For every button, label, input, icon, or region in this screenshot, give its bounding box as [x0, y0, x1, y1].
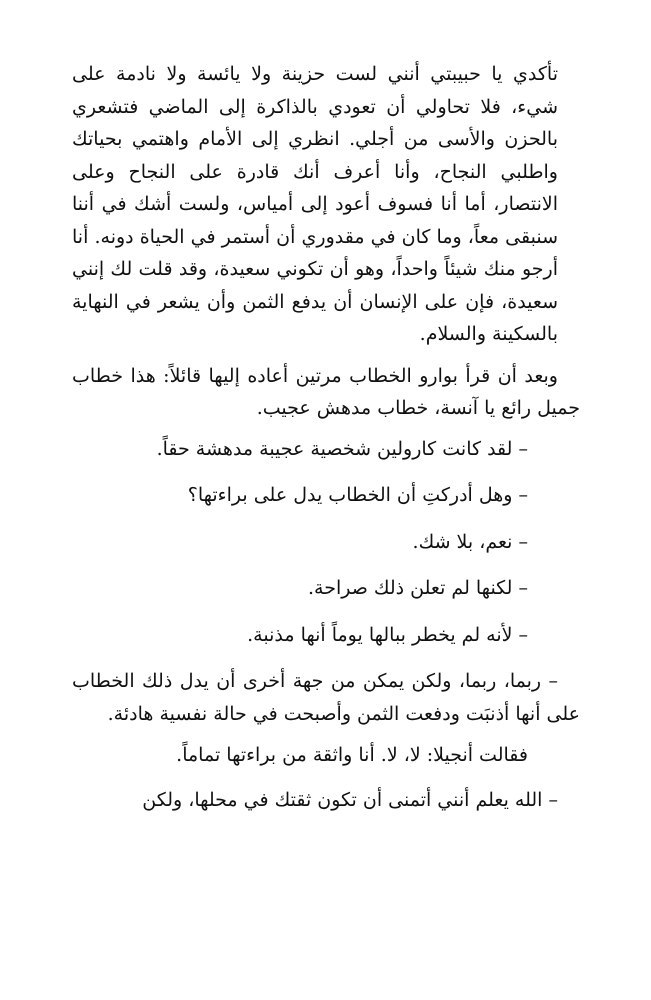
angela-reply: فقالت أنجيلا: لا، لا. أنا واثقة من براءتها تماماً.	[176, 744, 528, 766]
dialogue-line: – لقد كانت كارولين شخصية عجيبة مدهشة حقاً.	[156, 437, 528, 460]
book-page	[72, 58, 580, 816]
narration-paragraph: وبعد أن قرأ بوارو الخطاب مرتين أعاده إليها قائلاً: هذا خطاب جميل رائع يا آنسة، خطاب مدهش عجيب.	[72, 364, 580, 419]
dialogue-line: – لأنه لم يخطر ببالها يوماً أنها مذنبة.	[247, 623, 528, 646]
dialogue-paragraph: – ربما، ربما، ولكن يمكن من جهة أخرى أن يدل ذلك الخطاب على أنها أذنبَت ودفعت الثمن وأصبحت في حالة نفسية هادئة.	[72, 670, 580, 725]
dialogue-paragraph-continued: – الله يعلم أنني أتمنى أن تكون ثقتك في محلها، ولكن	[142, 788, 558, 811]
dialogue-line: – نعم، بلا شك.	[412, 530, 528, 553]
dialogue-line: – لكنها لم تعلن ذلك صراحة.	[307, 577, 528, 599]
letter-paragraph: تأكدي يا حبيبتي أنني لست حزينة ولا يائسة ولا نادمة على شيء، فلا تحاولي أن تعودي بالذاكرة إلى الماضي فتشعري بالحزن والأسى من أجلي. انظري إلى الأمام واهتمي بحياتك واطلبي النجاح، وأنا أعرف أنك قادرة على النجاح وعلى الانتصار، أما أنا فسوف أعود إلى أمياس، ولست أشك في أننا سنبقى معاً، وما كان في مقدوري أن أستمر في الحياة دونه. أنا أرجو منك شيئاً واحداً، وهو أن تكوني سعيدة، وقد قلت لك إنني سعيدة، فإن على الإنسان أن يدفع الثمن وأن يشعر في النهاية بالسكينة والسلام.	[72, 63, 558, 345]
dialogue-line: – وهل أدركتِ أن الخطاب يدل على براءتها؟	[187, 484, 528, 506]
